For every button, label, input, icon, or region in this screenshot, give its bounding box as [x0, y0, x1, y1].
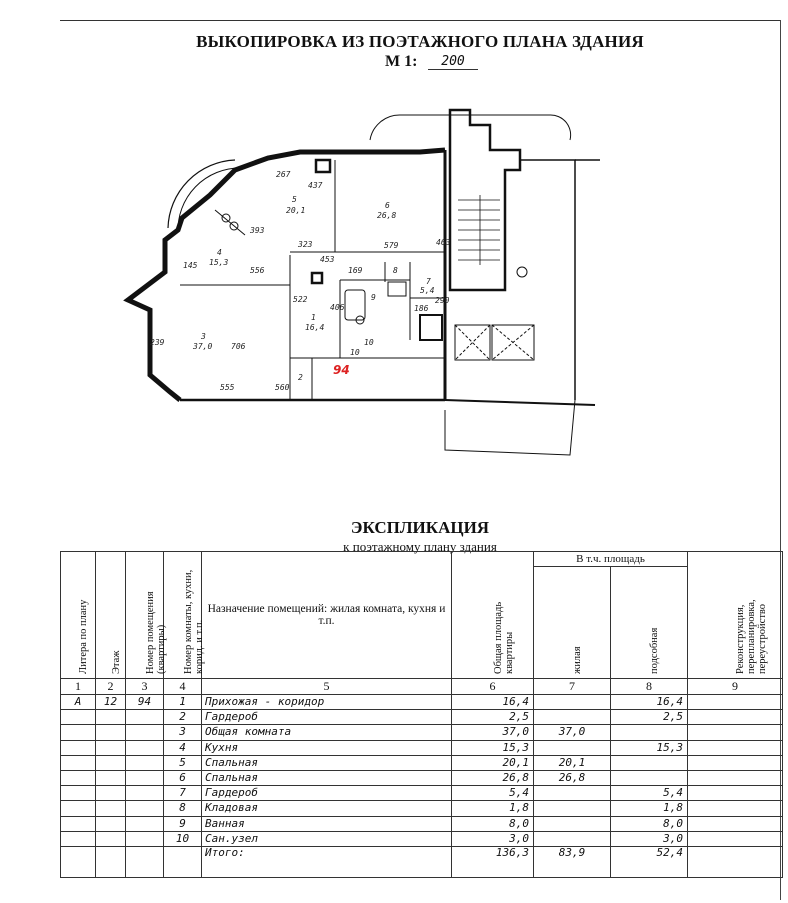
row-apt: 94	[126, 695, 164, 710]
row-liter	[61, 786, 96, 801]
row-floor	[96, 755, 126, 770]
row-name: Общая комната	[202, 725, 452, 740]
header-incl: В т.ч. площадь	[534, 552, 688, 567]
row-recon	[688, 770, 783, 785]
row-name: Кухня	[202, 740, 452, 755]
room-5-number: 5	[292, 195, 297, 204]
row-liter	[61, 801, 96, 816]
sheet-top-border	[60, 20, 780, 21]
row-room: 6	[164, 770, 202, 785]
scale-label: М 1:	[385, 53, 418, 70]
total-row	[61, 846, 783, 877]
row-room: 3	[164, 725, 202, 740]
row-recon	[688, 801, 783, 816]
header-recon: Реконструкция, перепланировка, переустройство	[688, 552, 783, 679]
header-purpose: Назначение помещений: жилая комната, кухня и т.п.	[202, 552, 452, 679]
row-apt	[126, 725, 164, 740]
dim-267: 267	[276, 170, 291, 179]
row-apt	[126, 770, 164, 785]
header-living: жилая	[534, 567, 611, 679]
row-liter	[61, 725, 96, 740]
row-floor	[96, 710, 126, 725]
row-room: 9	[164, 816, 202, 831]
row-aux-area: 1,8	[611, 801, 688, 816]
dim-522: 522	[293, 295, 308, 304]
header-room: Номер комнаты, кухни, корид. и т.п.	[164, 552, 202, 679]
table-row	[61, 710, 783, 725]
dim-169: 169	[348, 266, 363, 275]
row-room: 10	[164, 831, 202, 846]
row-liter	[61, 710, 96, 725]
row-name: Спальная	[202, 770, 452, 785]
row-recon	[688, 695, 783, 710]
row-name: Кладовая	[202, 801, 452, 816]
dim-463: 463	[436, 238, 451, 247]
dim-453: 453	[320, 255, 335, 264]
room-8-number: 8	[393, 266, 398, 275]
row-recon	[688, 710, 783, 725]
row-aux-area	[611, 725, 688, 740]
row-liter	[61, 831, 96, 846]
dim-706: 706	[231, 342, 246, 351]
row-room: 4	[164, 740, 202, 755]
row-total-area: 37,0	[452, 725, 534, 740]
table-row	[61, 770, 783, 785]
row-living-area	[534, 786, 611, 801]
row-recon	[688, 725, 783, 740]
header-aux: подсобная	[611, 567, 688, 679]
row-total-area: 26,8	[452, 770, 534, 785]
row-liter: А	[61, 695, 96, 710]
row-name: Гардероб	[202, 710, 452, 725]
row-aux-area: 2,5	[611, 710, 688, 725]
header-apt: Номер помещения (квартиры)	[126, 552, 164, 679]
row-liter	[61, 770, 96, 785]
row-name: Сан.узел	[202, 831, 452, 846]
row-recon	[688, 755, 783, 770]
row-apt	[126, 710, 164, 725]
row-apt	[126, 755, 164, 770]
row-room: 2	[164, 710, 202, 725]
row-total-area: 20,1	[452, 755, 534, 770]
row-floor	[96, 770, 126, 785]
row-room: 5	[164, 755, 202, 770]
dim-323: 323	[298, 240, 313, 249]
row-living-area	[534, 801, 611, 816]
room-6-area: 26,8	[377, 211, 397, 220]
header-total-area: Общая площадь квартиры	[452, 552, 534, 679]
dim-579: 579	[384, 241, 399, 250]
row-apt	[126, 786, 164, 801]
table-row	[61, 725, 783, 740]
row-floor	[96, 816, 126, 831]
row-apt	[126, 831, 164, 846]
row-aux-area: 16,4	[611, 695, 688, 710]
table-row	[61, 695, 783, 710]
dim-239: 239	[150, 338, 165, 347]
total-living: 83,9	[534, 846, 611, 877]
room-3-number: 3	[201, 332, 206, 341]
dim-145: 145	[183, 261, 198, 270]
row-name: Гардероб	[202, 786, 452, 801]
dim-406: 406	[330, 303, 345, 312]
row-floor	[96, 831, 126, 846]
row-recon	[688, 740, 783, 755]
row-recon	[688, 831, 783, 846]
row-liter	[61, 816, 96, 831]
room-1-area: 16,4	[305, 323, 325, 332]
row-aux-area: 15,3	[611, 740, 688, 755]
row-total-area: 15,3	[452, 740, 534, 755]
floor-plan	[0, 95, 788, 465]
explication-title: ЭКСПЛИКАЦИЯ	[350, 518, 490, 537]
row-liter	[61, 740, 96, 755]
row-total-area: 2,5	[452, 710, 534, 725]
header-liter: Литера по плану	[61, 552, 96, 679]
room-1-number: 1	[311, 313, 316, 322]
total-aux: 52,4	[611, 846, 688, 877]
row-aux-area	[611, 755, 688, 770]
row-name: Прихожая - коридор	[202, 695, 452, 710]
table-row	[61, 816, 783, 831]
room-7-number: 7	[426, 277, 431, 286]
row-living-area	[534, 695, 611, 710]
room-4-number: 4	[217, 248, 222, 257]
row-living-area	[534, 816, 611, 831]
row-room: 1	[164, 695, 202, 710]
dim-10: 10	[350, 348, 360, 357]
row-apt	[126, 801, 164, 816]
room-2-number: 2	[298, 373, 303, 382]
column-numbers-row: 1 2 3 4 5 6 7 8 9	[61, 679, 783, 695]
dim-437: 437	[308, 181, 323, 190]
room-10-number: 10	[364, 338, 374, 347]
header-floor: Этаж	[96, 552, 126, 679]
row-living-area	[534, 710, 611, 725]
dim-186: 186	[414, 304, 429, 313]
row-living-area: 20,1	[534, 755, 611, 770]
room-5-area: 20,1	[286, 206, 306, 215]
table-row	[61, 740, 783, 755]
row-total-area: 8,0	[452, 816, 534, 831]
dim-290: 290	[435, 296, 450, 305]
row-floor	[96, 740, 126, 755]
total-label: Итого:	[202, 846, 452, 877]
row-apt	[126, 816, 164, 831]
row-living-area: 37,0	[534, 725, 611, 740]
dim-556: 556	[250, 266, 265, 275]
explication-subtitle: к поэтажному плану здания	[343, 539, 497, 554]
row-aux-area: 3,0	[611, 831, 688, 846]
room-6-number: 6	[385, 201, 390, 210]
row-apt	[126, 740, 164, 755]
row-total-area: 3,0	[452, 831, 534, 846]
row-total-area: 1,8	[452, 801, 534, 816]
dim-393: 393	[250, 226, 265, 235]
row-name: Спальная	[202, 755, 452, 770]
row-floor	[96, 801, 126, 816]
room-4-area: 15,3	[209, 258, 229, 267]
room-3-area: 37,0	[193, 342, 213, 351]
unit-number-label: 94	[333, 363, 350, 377]
row-floor	[96, 786, 126, 801]
row-total-area: 16,4	[452, 695, 534, 710]
row-recon	[688, 786, 783, 801]
row-living-area: 26,8	[534, 770, 611, 785]
row-floor: 12	[96, 695, 126, 710]
row-liter	[61, 755, 96, 770]
row-aux-area: 8,0	[611, 816, 688, 831]
row-total-area: 5,4	[452, 786, 534, 801]
row-floor	[96, 725, 126, 740]
row-living-area	[534, 740, 611, 755]
dim-560: 560	[275, 383, 290, 392]
row-living-area	[534, 831, 611, 846]
table-row	[61, 755, 783, 770]
row-aux-area: 5,4	[611, 786, 688, 801]
row-room: 8	[164, 801, 202, 816]
row-name: Ванная	[202, 816, 452, 831]
explication-table	[60, 551, 783, 878]
table-row	[61, 831, 783, 846]
dim-555: 555	[220, 383, 235, 392]
row-room: 7	[164, 786, 202, 801]
total-area: 136,3	[452, 846, 534, 877]
room-7-area: 5,4	[420, 286, 435, 295]
table-row	[61, 786, 783, 801]
document-title: ВЫКОПИРОВКА ИЗ ПОЭТАЖНОГО ПЛАНА ЗДАНИЯ	[196, 32, 644, 51]
row-recon	[688, 816, 783, 831]
room-9-number: 9	[371, 293, 376, 302]
scale-value: 200	[428, 54, 478, 70]
table-row	[61, 801, 783, 816]
row-aux-area	[611, 770, 688, 785]
